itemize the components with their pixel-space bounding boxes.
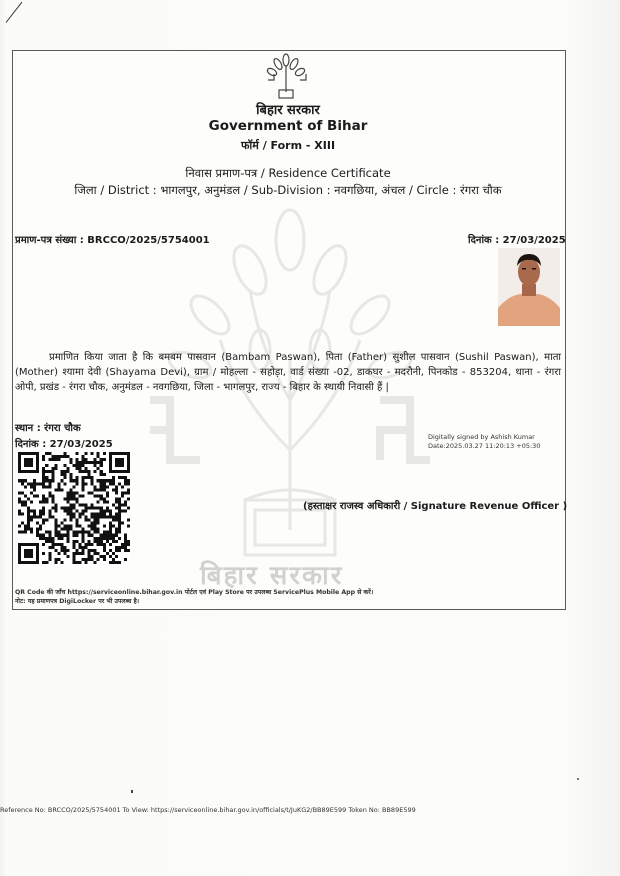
hindi-title: बिहार सरकार [256,103,320,118]
signature-label: (हस्ताक्षर राजस्व अधिकारी / Signature Revenue Officer ) [303,501,568,512]
scan-speck [577,778,579,780]
district-line: जिला / District : भागलपुर, अनुमंडल / Sub-Division : नवगछिया, अंचल / Circle : रंगरा चौक [74,183,502,197]
issue-date: दिनांक : 27/03/2025 [15,439,113,450]
qr-note-line-2: नोट: यह प्रमाणपत्र DigiLocker पर भी उपलब्ध है। [15,598,140,605]
bihar-emblem-logo [264,52,308,100]
government-title: Government of Bihar [208,118,368,134]
form-label: फॉर्म / Form - XIII [240,139,336,152]
watermark-text: बिहार सरकार [200,561,344,591]
footer-reference-line: Reference No: BRCCO/2025/5754001 To View: https://serviceonline.bihar.gov.in/officials/t/JuKG2/BB89E599 Token No: BB89E599 [0,806,416,814]
certificate-date: दिनांक : 27/03/2025 [468,235,566,246]
certificate-title: निवास प्रमाण-पत्र / Residence Certificate [185,166,391,180]
digital-signature-name: Digitally signed by Ashish Kumar [428,433,535,441]
applicant-photo [498,248,560,326]
certificate-body-text: प्रमाणित किया जाता है कि बमबम पासवान (Bambam Paswan), पिता (Father) सुशील पासवान (Sushil Paswan), माता (Mother) श्यामा देवी (Shayama Devi), ग्राम / मोहल्ला - सहोड़ा, वार्ड संख्या -02, डाकघर - मदरौनी, पिनकोड - 853204, थाना - रंगरा ओपी, प्रखंड - रंगरा चौक, अनुमंडल - नवगछिया, जिला - भागलपुर, राज्य - बिहार के स्थायी निवासी हैं | [15,352,561,393]
certificate-number: प्रमाण-पत्र संख्या : BRCCO/2025/5754001 [15,235,210,246]
digital-signature-date: Date:2025.03.27 11:20:13 +05:30 [428,442,541,450]
scan-speck [131,790,133,793]
digital-signature-block [428,433,540,451]
qr-note-line-1: QR Code की जाँच https://serviceonline.bihar.gov.in पोर्टल एवं Play Store पर उपलब्ध ServicePlus Mobile App से करें। [15,589,374,596]
place-of-issue: स्थान : रंगरा चौक [15,423,81,434]
bihar-emblem-watermark [150,200,430,600]
verification-qr-code [18,452,130,564]
